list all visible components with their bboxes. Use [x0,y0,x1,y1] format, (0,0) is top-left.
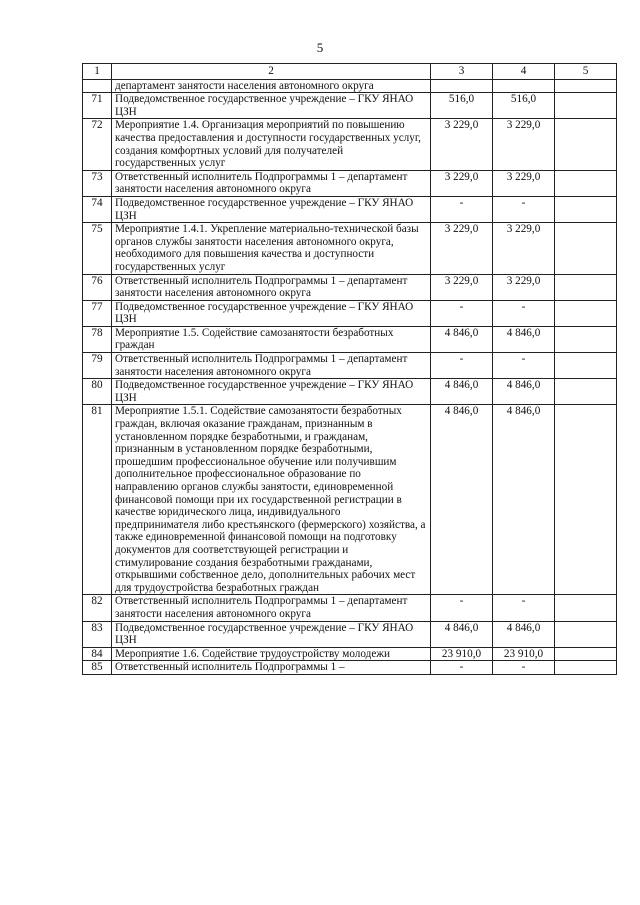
row-number: 74 [83,196,112,222]
row-number: 77 [83,300,112,326]
row-number: 83 [83,621,112,647]
row-text: Подведомственное государственное учреждение – ГКУ ЯНАО ЦЗН [112,93,431,119]
row-number: 81 [83,405,112,595]
value-col-4: 4 846,0 [493,621,555,647]
value-col-3: - [431,661,493,675]
table-row [83,326,617,352]
table-row [83,300,617,326]
value-col-5 [555,353,617,379]
row-number: 79 [83,353,112,379]
value-col-5 [555,405,617,595]
value-col-4: 3 229,0 [493,274,555,300]
row-text: Ответственный исполнитель Подпрограммы 1 – департамент занятости населения автономного округа [112,274,431,300]
row-number: 73 [83,170,112,196]
value-col-5 [555,595,617,621]
row-text: Подведомственное государственное учреждение – ГКУ ЯНАО ЦЗН [112,196,431,222]
row-number: 75 [83,223,112,274]
table-row [83,661,617,675]
row-number: 80 [83,379,112,405]
table-row [83,621,617,647]
value-col-3: 3 229,0 [431,170,493,196]
row-text: Ответственный исполнитель Подпрограммы 1 – департамент занятости населения автономного округа [112,595,431,621]
header-col-2: 2 [112,64,431,80]
value-col-4: 3 229,0 [493,223,555,274]
value-col-4: 4 846,0 [493,379,555,405]
value-col-5 [555,196,617,222]
row-number: 85 [83,661,112,675]
continuation-row [83,79,617,93]
table-row [83,647,617,661]
header-col-4: 4 [493,64,555,80]
value-col-5 [555,647,617,661]
table-row [83,405,617,595]
value-col-4: - [493,595,555,621]
value-col-4: - [493,661,555,675]
row-text: Подведомственное государственное учреждение – ГКУ ЯНАО ЦЗН [112,300,431,326]
header-col-1: 1 [83,64,112,80]
value-col-5 [555,379,617,405]
value-col-4: 3 229,0 [493,170,555,196]
row-number-cell [83,79,112,93]
table-row [83,93,617,119]
row-text: Ответственный исполнитель Подпрограммы 1 – [112,661,431,675]
row-text: Мероприятие 1.5.1. Содействие самозанятости безработных граждан, включая оказание гражданам, признанным в установленном порядке безработными, и гражданам, признанным в установленном порядке безработными, прошедшим профессиональное обучение или получившим дополнительное профессиональное образование по направлению органов службы занятости, единовременной финансовой помощи при их государственной регистрации в качестве юридического лица, индивидуального предпринимателя либо крестьянского (фермерского) хозяйства, а также единовременной финансовой помощи на подготовку документов для соответствующей регистрации и стимулирование создания безработными гражданами, открывшими собственное дело, дополнительных рабочих мест для трудоустройства безработных граждан [112,405,431,595]
value-col-5 [555,223,617,274]
value-col-4: - [493,300,555,326]
value-col-3: 3 229,0 [431,223,493,274]
value-col-5 [555,326,617,352]
table-row [83,170,617,196]
row-text: Мероприятие 1.4.1. Укрепление материально-технической базы органов службы занятости населения автономного округа, необходимого для повышения качества и доступности государственных услуг [112,223,431,274]
value-col-3: - [431,595,493,621]
row-text: Подведомственное государственное учреждение – ГКУ ЯНАО ЦЗН [112,379,431,405]
budget-table [82,63,617,675]
value-col-4: 4 846,0 [493,326,555,352]
row-number: 76 [83,274,112,300]
value-col-3: 3 229,0 [431,274,493,300]
row-text: Ответственный исполнитель Подпрограммы 1 – департамент занятости населения автономного округа [112,353,431,379]
row-text: Мероприятие 1.6. Содействие трудоустройству молодежи [112,647,431,661]
table-row [83,196,617,222]
row-text: Ответственный исполнитель Подпрограммы 1 – департамент занятости населения автономного округа [112,170,431,196]
table-body [83,79,617,674]
value-col-5 [555,274,617,300]
value-col-4: 3 229,0 [493,119,555,170]
row-text: Мероприятие 1.4. Организация мероприятий по повышению качества предоставления и доступности государственных услуг, создания комфортных условий для получателей государственных услуг [112,119,431,170]
value-col-3: 4 846,0 [431,621,493,647]
value-col-3: 516,0 [431,93,493,119]
row-number: 72 [83,119,112,170]
col3-cell [431,79,493,93]
value-col-5 [555,119,617,170]
value-col-5 [555,93,617,119]
table-header [83,64,617,80]
value-col-4: 23 910,0 [493,647,555,661]
row-text: Подведомственное государственное учреждение – ГКУ ЯНАО ЦЗН [112,621,431,647]
value-col-4: - [493,353,555,379]
header-col-3: 3 [431,64,493,80]
table-row [83,223,617,274]
value-col-4: 516,0 [493,93,555,119]
table-row [83,119,617,170]
col5-cell [555,79,617,93]
value-col-3: - [431,300,493,326]
page-number: 5 [316,40,324,55]
row-number: 78 [83,326,112,352]
table-row [83,595,617,621]
value-col-5 [555,300,617,326]
table-row [83,353,617,379]
value-col-3: 4 846,0 [431,405,493,595]
value-col-3: 4 846,0 [431,379,493,405]
value-col-5 [555,170,617,196]
row-number: 71 [83,93,112,119]
value-col-3: - [431,353,493,379]
row-number: 84 [83,647,112,661]
row-number: 82 [83,595,112,621]
value-col-4: - [493,196,555,222]
table-row [83,274,617,300]
value-col-3: 3 229,0 [431,119,493,170]
value-col-5 [555,661,617,675]
table-row [83,379,617,405]
row-text: Мероприятие 1.5. Содействие самозанятости безработных граждан [112,326,431,352]
continuation-text: департамент занятости населения автономного округа [112,79,431,93]
value-col-3: 23 910,0 [431,647,493,661]
header-col-5: 5 [555,64,617,80]
value-col-5 [555,621,617,647]
value-col-3: - [431,196,493,222]
col4-cell [493,79,555,93]
value-col-4: 4 846,0 [493,405,555,595]
value-col-3: 4 846,0 [431,326,493,352]
